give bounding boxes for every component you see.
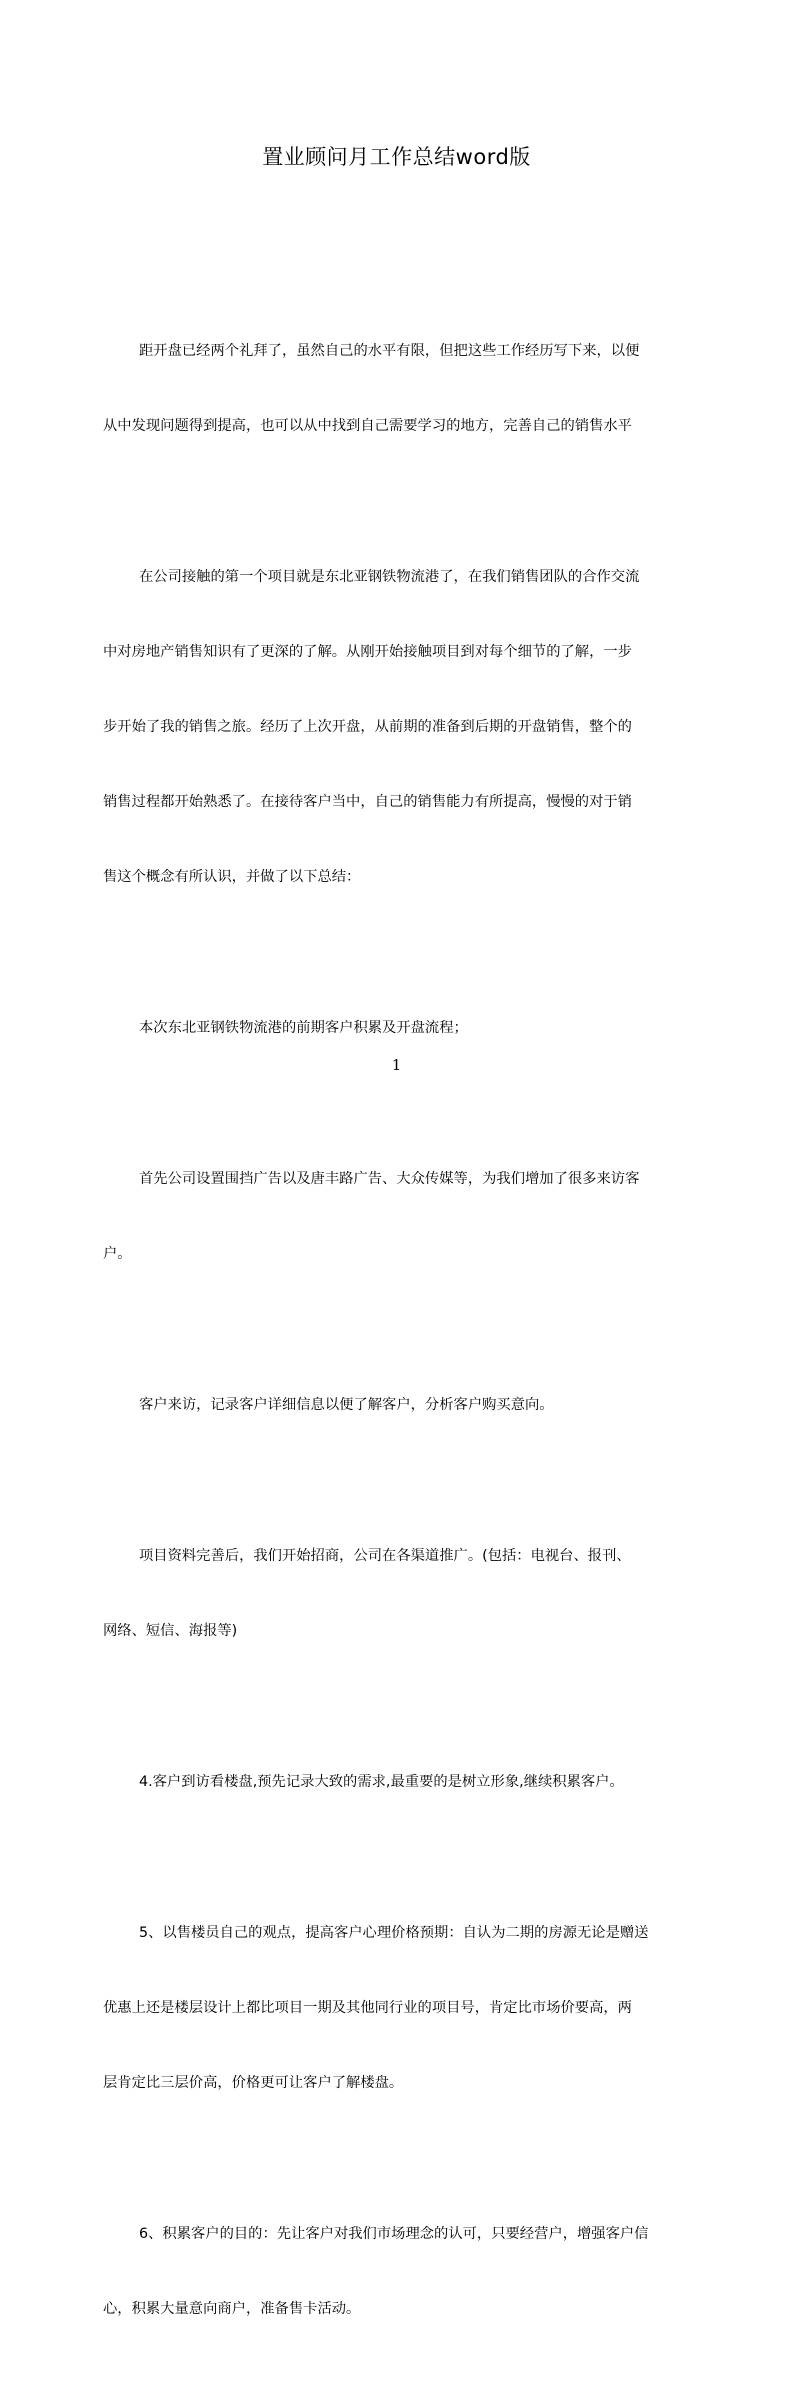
- paragraph-line: 本次东北亚钢铁物流港的前期客户积累及开盘流程；: [139, 1020, 468, 1036]
- paragraph-line: 4.客户到访看楼盘,预先记录大致的需求,最重要的是树立形象,继续积累客户。: [139, 1774, 624, 1790]
- paragraph-line: 项目资料完善后，我们开始招商，公司在各渠道推广。(包括：电视台、报刊、: [139, 1548, 631, 1564]
- paragraph-line: 网络、短信、海报等): [103, 1623, 238, 1639]
- paragraph-4: [103, 1117, 700, 1317]
- paragraph-line: 优惠上还是楼层设计上都比项目一期及其他同行业的项目号，肯定比市场价要高，两: [103, 2000, 632, 2016]
- paragraph-line: 首先公司设置围挡广告以及唐丰路广告、大众传媒等，为我们增加了很多来访客: [139, 1171, 640, 1187]
- paragraph-line: 客户来访，记录客户详细信息以便了解客户，分析客户购买意向。: [139, 1397, 554, 1413]
- paragraph-line: 6、积累客户的目的：先让客户对我们市场理念的认可，只要经营户，增强客户信: [139, 2226, 649, 2242]
- document-title: 置业顾问月工作总结word版: [262, 145, 531, 169]
- paragraph-line: 层肯定比三层价高，价格更可让客户了解楼盘。: [103, 2075, 404, 2091]
- paragraph-line: 户。: [103, 1246, 132, 1262]
- paragraph-line: 心，积累大量意向商户，准备售卡活动。: [103, 2301, 361, 2317]
- paragraph-line: 在公司接触的第一个项目就是东北亚钢铁物流港了，在我们销售团队的合作交流: [139, 569, 640, 585]
- paragraph-line: 售这个概念有所认识，并做了以下总结：: [103, 869, 361, 885]
- paragraph-2: [103, 515, 700, 940]
- paragraph-6: [103, 1494, 700, 1694]
- paragraph-line: 步开始了我的销售之旅。经历了上次开盘，从前期的准备到后期的开盘销售，整个的: [103, 719, 632, 735]
- paragraph-8: [103, 1871, 700, 2146]
- paragraph-9: [103, 2172, 700, 2372]
- paragraph-1: [103, 289, 700, 489]
- paragraph-line: 中对房地产销售知识有了更深的了解。从刚开始接触项目到对每个细节的了解，一步: [103, 644, 632, 660]
- document-body: [103, 289, 700, 2398]
- paragraph-7: [103, 1720, 700, 1845]
- paragraph-5: [103, 1343, 700, 1468]
- paragraph-line: 5、以售楼员自己的观点，提高客户心理价格预期：自认为二期的房源无论是赠送: [139, 1925, 649, 1941]
- paragraph-line: 从中发现问题得到提高，也可以从中找到自己需要学习的地方，完善自己的销售水平: [103, 418, 632, 434]
- page-number: 1: [391, 1056, 402, 1074]
- paragraph-line: 距开盘已经两个礼拜了，虽然自己的水平有限，但把这些工作经历写下来，以便: [139, 343, 640, 359]
- paragraph-line: 销售过程都开始熟悉了。在接待客户当中，自己的销售能力有所提高，慢慢的对于销: [103, 794, 632, 810]
